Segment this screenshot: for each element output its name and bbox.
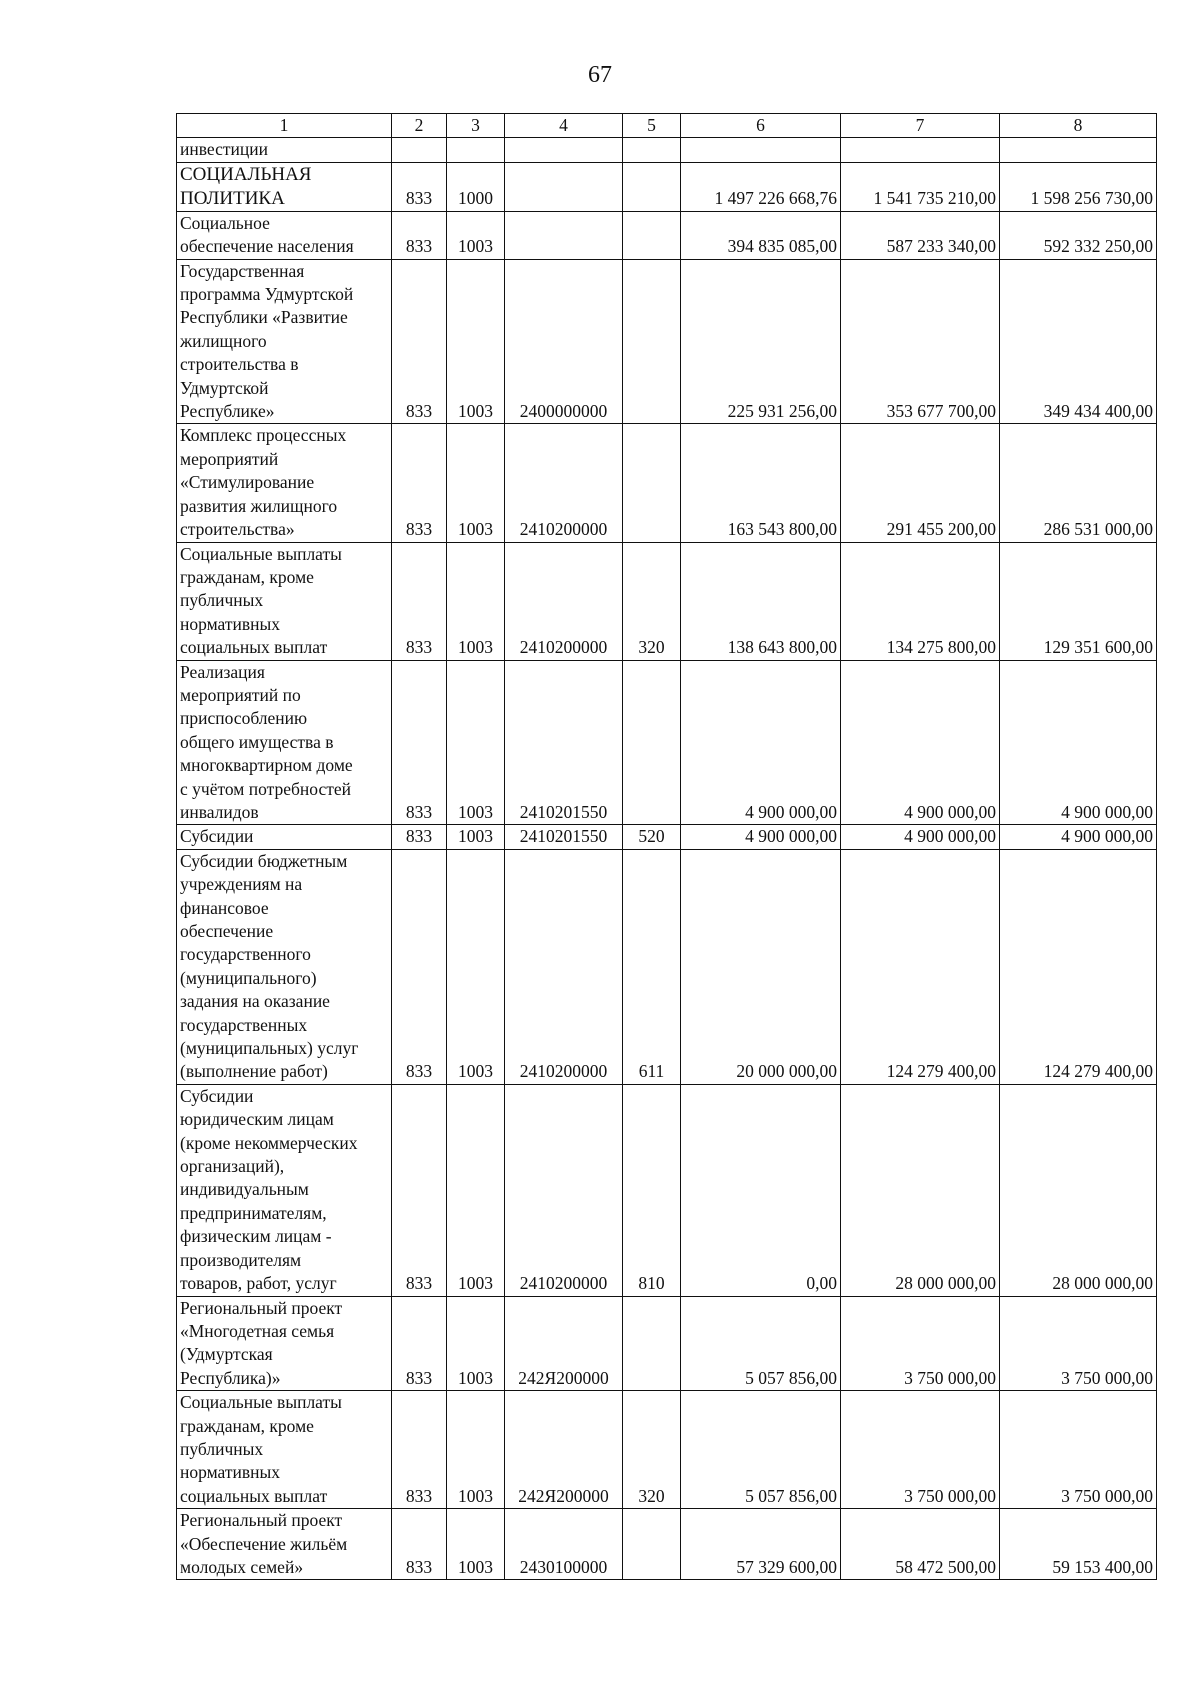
table-row: [177, 542, 1157, 660]
row-amount-col8: 129 351 600,00: [1000, 542, 1157, 660]
row-target-article: 242Я200000: [505, 1391, 623, 1509]
table-row: [177, 1391, 1157, 1509]
row-amount-col6: 138 643 800,00: [681, 542, 841, 660]
row-amount-col6: 394 835 085,00: [681, 211, 841, 259]
row-name: Субсидии: [177, 825, 392, 849]
row-ministry-code: 833: [392, 660, 447, 825]
row-name: СОЦИАЛЬНАЯ ПОЛИТИКА: [177, 162, 392, 211]
header-cell: 8: [1000, 114, 1157, 138]
table-row: [177, 1296, 1157, 1391]
row-amount-col7: 3 750 000,00: [841, 1391, 1000, 1509]
table-row: [177, 1084, 1157, 1296]
row-section-code: 1003: [447, 424, 505, 542]
row-expense-type: [623, 424, 681, 542]
row-name: Реализация мероприятий по приспособлению общего имущества в многоквартирном доме с учётом потребностей инвалидов: [177, 660, 392, 825]
row-target-article: 2410201550: [505, 660, 623, 825]
row-amount-col8: 3 750 000,00: [1000, 1391, 1157, 1509]
row-amount-col8: 592 332 250,00: [1000, 211, 1157, 259]
row-section-code: 1003: [447, 1084, 505, 1296]
table-row: [177, 138, 1157, 162]
row-expense-type: 320: [623, 1391, 681, 1509]
row-name: Социальные выплаты гражданам, кроме публичных нормативных социальных выплат: [177, 542, 392, 660]
row-target-article: [505, 138, 623, 162]
row-amount-col6: 20 000 000,00: [681, 849, 841, 1084]
row-target-article: 2410200000: [505, 424, 623, 542]
row-amount-col6: 5 057 856,00: [681, 1296, 841, 1391]
row-ministry-code: 833: [392, 1391, 447, 1509]
row-section-code: 1003: [447, 660, 505, 825]
table-row: [177, 162, 1157, 211]
row-name: инвестиции: [177, 138, 392, 162]
row-amount-col6: 163 543 800,00: [681, 424, 841, 542]
row-amount-col7: 3 750 000,00: [841, 1296, 1000, 1391]
row-name: Региональный проект «Обеспечение жильём молодых семей»: [177, 1509, 392, 1580]
row-name: Региональный проект «Многодетная семья (Удмуртская Республика)»: [177, 1296, 392, 1391]
row-amount-col7: [841, 138, 1000, 162]
row-amount-col7: 4 900 000,00: [841, 825, 1000, 849]
row-ministry-code: 833: [392, 825, 447, 849]
row-target-article: [505, 211, 623, 259]
row-target-article: 2410200000: [505, 542, 623, 660]
row-section-code: 1003: [447, 849, 505, 1084]
row-target-article: 2410200000: [505, 1084, 623, 1296]
row-ministry-code: 833: [392, 1084, 447, 1296]
table-row: [177, 825, 1157, 849]
row-name: Государственная программа Удмуртской Республики «Развитие жилищного строительства в Удмуртской Республике»: [177, 259, 392, 424]
row-amount-col6: 57 329 600,00: [681, 1509, 841, 1580]
header-cell: 5: [623, 114, 681, 138]
row-amount-col7: 1 541 735 210,00: [841, 162, 1000, 211]
row-expense-type: [623, 138, 681, 162]
row-amount-col6: 0,00: [681, 1084, 841, 1296]
budget-table: [176, 113, 1157, 1580]
row-section-code: 1003: [447, 1296, 505, 1391]
row-section-code: 1003: [447, 1391, 505, 1509]
row-name: Комплекс процессных мероприятий «Стимулирование развития жилищного строительства»: [177, 424, 392, 542]
row-expense-type: [623, 211, 681, 259]
row-expense-type: 810: [623, 1084, 681, 1296]
row-amount-col6: 1 497 226 668,76: [681, 162, 841, 211]
row-amount-col8: 4 900 000,00: [1000, 660, 1157, 825]
row-expense-type: 520: [623, 825, 681, 849]
row-section-code: 1003: [447, 542, 505, 660]
row-ministry-code: 833: [392, 424, 447, 542]
row-target-article: 2430100000: [505, 1509, 623, 1580]
row-amount-col7: 587 233 340,00: [841, 211, 1000, 259]
row-ministry-code: 833: [392, 849, 447, 1084]
row-expense-type: 320: [623, 542, 681, 660]
row-amount-col8: 286 531 000,00: [1000, 424, 1157, 542]
header-cell: 3: [447, 114, 505, 138]
row-expense-type: [623, 1296, 681, 1391]
header-cell: 7: [841, 114, 1000, 138]
row-section-code: 1000: [447, 162, 505, 211]
row-section-code: 1003: [447, 259, 505, 424]
row-amount-col7: 4 900 000,00: [841, 660, 1000, 825]
row-amount-col8: 3 750 000,00: [1000, 1296, 1157, 1391]
row-name: Субсидии бюджетным учреждениям на финансовое обеспечение государственного (муниципального) задания на оказание государственных (муниципальных) услуг (выполнение работ): [177, 849, 392, 1084]
row-amount-col6: 4 900 000,00: [681, 660, 841, 825]
row-section-code: 1003: [447, 211, 505, 259]
table-row: [177, 211, 1157, 259]
row-target-article: [505, 162, 623, 211]
row-expense-type: [623, 162, 681, 211]
table-row: [177, 259, 1157, 424]
row-ministry-code: 833: [392, 259, 447, 424]
row-amount-col7: 291 455 200,00: [841, 424, 1000, 542]
table-row: [177, 660, 1157, 825]
row-target-article: 242Я200000: [505, 1296, 623, 1391]
row-amount-col8: 28 000 000,00: [1000, 1084, 1157, 1296]
table-row: [177, 1509, 1157, 1580]
row-amount-col8: 349 434 400,00: [1000, 259, 1157, 424]
row-expense-type: [623, 1509, 681, 1580]
row-amount-col7: 58 472 500,00: [841, 1509, 1000, 1580]
row-amount-col8: 59 153 400,00: [1000, 1509, 1157, 1580]
row-name: Субсидии юридическим лицам (кроме некоммерческих организаций), индивидуальным предпринимателям, физическим лицам - производителям товаров, работ, услуг: [177, 1084, 392, 1296]
row-ministry-code: [392, 138, 447, 162]
row-section-code: 1003: [447, 1509, 505, 1580]
row-name: Социальное обеспечение населения: [177, 211, 392, 259]
page-number: 67: [588, 62, 612, 88]
row-section-code: 1003: [447, 825, 505, 849]
row-ministry-code: 833: [392, 542, 447, 660]
row-amount-col8: 4 900 000,00: [1000, 825, 1157, 849]
row-target-article: 2400000000: [505, 259, 623, 424]
table-row: [177, 849, 1157, 1084]
row-expense-type: [623, 660, 681, 825]
row-amount-col6: 4 900 000,00: [681, 825, 841, 849]
row-amount-col7: 28 000 000,00: [841, 1084, 1000, 1296]
row-target-article: 2410201550: [505, 825, 623, 849]
row-amount-col8: 124 279 400,00: [1000, 849, 1157, 1084]
header-cell: 2: [392, 114, 447, 138]
row-amount-col7: 124 279 400,00: [841, 849, 1000, 1084]
row-ministry-code: 833: [392, 1296, 447, 1391]
header-cell: 4: [505, 114, 623, 138]
row-amount-col7: 353 677 700,00: [841, 259, 1000, 424]
row-ministry-code: 833: [392, 211, 447, 259]
row-amount-col6: 5 057 856,00: [681, 1391, 841, 1509]
row-ministry-code: 833: [392, 162, 447, 211]
header-row: [177, 114, 1157, 138]
row-expense-type: 611: [623, 849, 681, 1084]
table-body: [177, 114, 1157, 1580]
table-row: [177, 424, 1157, 542]
header-cell: 1: [177, 114, 392, 138]
row-amount-col6: [681, 138, 841, 162]
row-ministry-code: 833: [392, 1509, 447, 1580]
header-cell: 6: [681, 114, 841, 138]
row-expense-type: [623, 259, 681, 424]
row-section-code: [447, 138, 505, 162]
row-amount-col8: 1 598 256 730,00: [1000, 162, 1157, 211]
row-name: Социальные выплаты гражданам, кроме публичных нормативных социальных выплат: [177, 1391, 392, 1509]
row-amount-col6: 225 931 256,00: [681, 259, 841, 424]
row-amount-col7: 134 275 800,00: [841, 542, 1000, 660]
row-amount-col8: [1000, 138, 1157, 162]
row-target-article: 2410200000: [505, 849, 623, 1084]
